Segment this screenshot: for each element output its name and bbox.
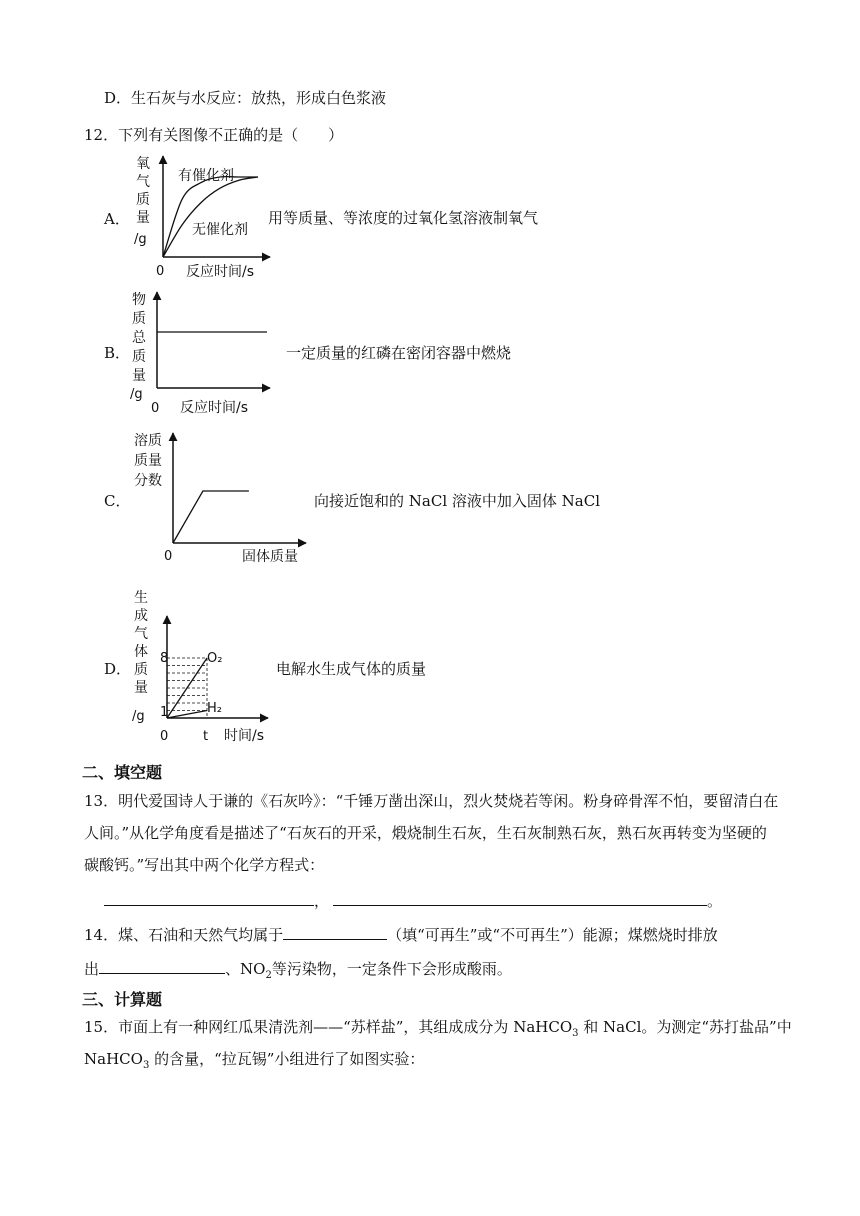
q14-line2 [84, 957, 512, 986]
q12-option-b-letter: B． [104, 344, 131, 362]
q14-line1 [84, 923, 718, 945]
q12-option-d-letter: D． [104, 660, 132, 678]
chart-b-ylabel-1: 物 [132, 292, 146, 308]
q14-part3: 出 [84, 960, 100, 978]
chart-b-xlabel: 反应时间/s [180, 400, 249, 416]
q15-line2-b: 的含量，“拉瓦锡”小组进行了如图实验： [149, 1050, 425, 1068]
chart-c-ylabel-2: 质量 [134, 453, 162, 469]
q15-line2 [84, 1049, 424, 1076]
chart-b-ylabel-4: 质 [132, 349, 146, 365]
q14-blank-2[interactable] [99, 957, 225, 974]
chart-c-ylabel-3: 分数 [134, 473, 162, 489]
chart-d-ylabel-5: 质 [134, 662, 148, 678]
chart-a-legend-no-catalyst: 无催化剂 [192, 222, 248, 238]
q14-no2-sub: 2 [265, 970, 272, 981]
chart-d-ylabel-6: 量 [134, 680, 148, 696]
chart-a-ylabel-1: 氧 [136, 156, 150, 172]
chart-d-ylabel-4: 体 [134, 644, 148, 660]
q13-answer-line [104, 889, 722, 911]
q14-part4: 、NO [225, 960, 266, 978]
q12-stem: 12．下列有关图像不正确的是（ ） [84, 126, 344, 144]
q12-option-c-letter: C． [104, 492, 131, 510]
chart-c [128, 428, 313, 573]
q15-line1-a: 15．市面上有一种网红瓜果清洗剂——“苏样盐”，其组成成分为 NaHCO [84, 1018, 573, 1036]
chart-a-origin: 0 [156, 264, 165, 279]
chart-d-ylabel-2: 成 [134, 608, 148, 624]
chart-a-ylabel-3: 质 [136, 192, 150, 208]
chart-a-xlabel: 反应时间/s [186, 264, 255, 280]
q12-option-b-desc: 一定质量的红磷在密闭容器中燃烧 [286, 344, 512, 362]
chart-d-series-h2 [167, 711, 207, 719]
q13-line2: 人间。”从化学角度看是描述了“石灰石的开采，煅烧制生石灰，生石灰制熟石灰，熟石灰再转变为坚硬的 [84, 824, 767, 842]
q13-line3: 碳酸钙。”写出其中两个化学方程式： [84, 856, 325, 874]
q12-option-a-desc: 用等质量、等浓度的过氧化氢溶液制氧气 [268, 209, 539, 227]
q13-blank-2[interactable] [333, 889, 707, 906]
chart-c-ylabel-1: 溶质 [134, 433, 162, 449]
q13-sep: ， [314, 892, 330, 910]
chart-a-series-catalyst [163, 177, 258, 257]
q14-part1: 14．煤、石油和天然气均属于 [84, 926, 284, 944]
chart-d [130, 586, 280, 746]
chart-b [128, 288, 278, 418]
chart-c-xlabel: 固体质量 [242, 549, 298, 565]
section-fill-heading: 二、填空题 [82, 763, 163, 782]
chart-d-ylabel-3: 气 [134, 626, 148, 642]
q15-line1 [84, 1017, 792, 1044]
chart-a-ylabel-5: /g [134, 232, 147, 247]
chart-b-ylabel-3: 总 [132, 330, 146, 346]
q15-line1-b: 和 NaCl。为测定“苏打盐品”中 [578, 1018, 792, 1036]
q11-option-d: D．生石灰与水反应：放热，形成白色浆液 [104, 89, 387, 107]
q15-line1-sub: 3 [572, 1028, 579, 1039]
q14-part2: （填“可再生”或“不可再生”）能源；煤燃烧时排放 [387, 926, 718, 944]
chart-d-label-o2: O₂ [207, 651, 223, 666]
q12-option-d-desc: 电解水生成气体的质量 [276, 660, 427, 678]
chart-d-origin: 0 [160, 729, 169, 744]
q12-option-a-letter: A． [104, 210, 130, 228]
chart-b-origin: 0 [151, 401, 160, 416]
chart-d-ytick-1: 1 [160, 705, 169, 720]
q15-line2-a: NaHCO [84, 1050, 143, 1068]
chart-c-series-solute-fraction [173, 491, 249, 543]
chart-d-ytick-8: 8 [160, 651, 169, 666]
chart-a-ylabel-2: 气 [136, 174, 150, 190]
chart-a-series-no-catalyst [163, 177, 258, 257]
chart-b-ylabel-5: 量 [132, 368, 146, 384]
q13-blank-1[interactable] [104, 889, 314, 906]
chart-d-ylabel-7: /g [132, 709, 145, 724]
q15-line2-sub: 3 [142, 1060, 150, 1071]
chart-a-legend-catalyst: 有催化剂 [178, 168, 234, 184]
q12-option-c-desc: 向接近饱和的 NaCl 溶液中加入固体 NaCl [314, 492, 600, 510]
chart-a [128, 152, 278, 282]
section-calc-heading: 三、计算题 [82, 990, 163, 1009]
chart-a-ylabel-4: 量 [136, 210, 150, 226]
chart-d-xtick-t: t [203, 729, 209, 744]
chart-b-ylabel-6: /g [130, 387, 143, 402]
q13-end: 。 [707, 892, 723, 910]
chart-d-label-h2: H₂ [207, 701, 222, 716]
q14-part5: 等污染物，一定条件下会形成酸雨。 [271, 960, 512, 978]
chart-d-ylabel-1: 生 [134, 590, 148, 606]
chart-d-xlabel: 时间/s [224, 728, 265, 744]
q13-line1: 13．明代爱国诗人于谦的《石灰吟》：“千锤万凿出深山，烈火焚烧若等闲。粉身碎骨浑不怕，要留清白在 [84, 792, 779, 810]
chart-c-origin: 0 [164, 549, 173, 564]
q14-blank-1[interactable] [283, 923, 387, 940]
chart-b-ylabel-2: 质 [132, 311, 146, 327]
